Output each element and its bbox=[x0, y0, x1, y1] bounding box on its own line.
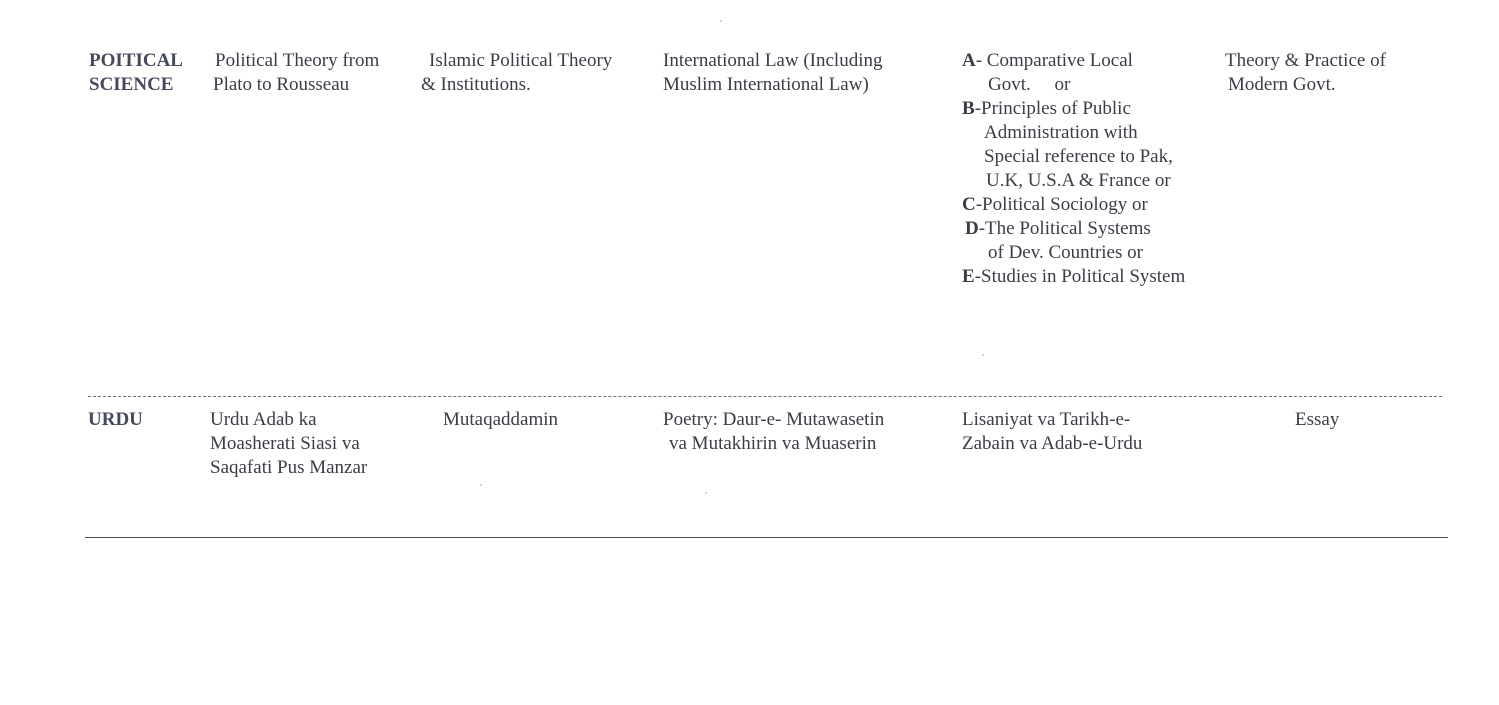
row-separator-dashed bbox=[88, 396, 1442, 397]
option-text: -Political Sociology or bbox=[975, 194, 1148, 215]
urdu-paper-2 bbox=[443, 408, 558, 432]
option-text: Administration with bbox=[984, 122, 1138, 143]
subject-line: SCIENCE bbox=[89, 74, 174, 95]
option-c bbox=[962, 193, 1185, 217]
paper-line: Modern Govt. bbox=[1228, 74, 1336, 95]
paper-line: Lisaniyat va Tarikh-e- bbox=[962, 409, 1131, 430]
urdu-paper-1 bbox=[210, 408, 367, 480]
scan-speck bbox=[720, 20, 722, 22]
option-text: Govt. or bbox=[988, 74, 1071, 95]
polsci-paper-1 bbox=[213, 49, 379, 97]
polsci-paper-4-options bbox=[962, 49, 1185, 289]
subject-urdu bbox=[88, 408, 143, 432]
paper-line: International Law (Including bbox=[663, 50, 883, 71]
option-letter: B bbox=[962, 98, 975, 119]
paper-line: Mutaqaddamin bbox=[443, 409, 559, 430]
polsci-paper-3 bbox=[663, 49, 882, 97]
paper-line: Theory & Practice of bbox=[1225, 50, 1386, 71]
option-letter: E bbox=[962, 266, 975, 287]
paper-line: Zabain va Adab-e-Urdu bbox=[962, 433, 1143, 454]
paper-line: Essay bbox=[1295, 409, 1340, 430]
subject-line: POITICAL bbox=[89, 50, 183, 71]
paper-line: Poetry: Daur-e- Mutawasetin bbox=[663, 409, 885, 430]
option-letter: A bbox=[962, 50, 976, 71]
paper-line: Moasherati Siasi va bbox=[210, 433, 360, 454]
urdu-paper-4 bbox=[962, 408, 1142, 456]
polsci-paper-5 bbox=[1225, 49, 1386, 97]
scan-speck bbox=[982, 354, 984, 356]
table-bottom-rule bbox=[85, 537, 1448, 538]
subject-political-science bbox=[89, 49, 183, 97]
paper-line: Political Theory from bbox=[215, 50, 380, 71]
option-text: -The Political Systems bbox=[978, 218, 1151, 239]
option-d bbox=[962, 217, 1185, 241]
paper-line: Muslim International Law) bbox=[663, 74, 869, 95]
option-letter: D bbox=[965, 218, 979, 239]
paper-line: Urdu Adab ka bbox=[210, 409, 317, 430]
paper-line: va Mutakhirin va Muaserin bbox=[669, 433, 877, 454]
option-letter: C bbox=[962, 194, 976, 215]
polsci-paper-2 bbox=[421, 49, 612, 97]
option-text: U.K, U.S.A & France or bbox=[986, 170, 1171, 191]
option-b bbox=[962, 97, 1185, 121]
paper-line: Saqafati Pus Manzar bbox=[210, 457, 368, 478]
scan-speck bbox=[705, 492, 707, 494]
paper-line: & Institutions. bbox=[421, 74, 531, 95]
option-text: - Comparative Local bbox=[975, 50, 1133, 71]
option-text: -Principles of Public bbox=[974, 98, 1131, 119]
option-e bbox=[962, 265, 1185, 289]
option-a bbox=[962, 49, 1185, 73]
urdu-paper-5 bbox=[1295, 408, 1339, 432]
urdu-paper-3 bbox=[663, 408, 884, 456]
subject-line: URDU bbox=[88, 409, 143, 430]
scan-speck bbox=[480, 484, 482, 486]
option-text: of Dev. Countries or bbox=[988, 242, 1143, 263]
paper-line: Plato to Rousseau bbox=[213, 74, 350, 95]
option-text: Special reference to Pak, bbox=[984, 146, 1173, 167]
paper-line: Islamic Political Theory bbox=[429, 50, 613, 71]
option-text: -Studies in Political System bbox=[974, 266, 1186, 287]
